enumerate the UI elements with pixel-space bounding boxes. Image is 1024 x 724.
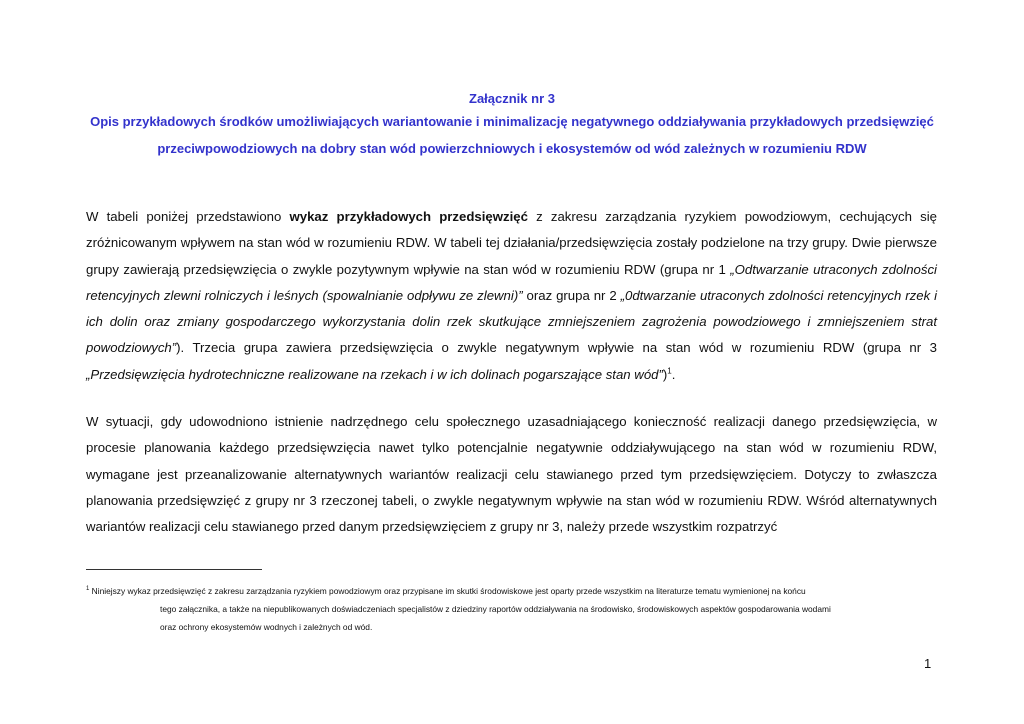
p1-text-b: z zakresu zarządzania ryzykiem powodziowym, cechujących się zróżnicowanym wpływem na stan wód w rozumieniu RDW. W tabeli tej działania/przedsięwzięcia zostały podzielone na trzy grupy. Dwie pierwsze grupy zawierają przedsięwzięcia o zwykle pozytywnym wpływie na stan wód w rozumieniu RDW (grupa nr 1 bbox=[86, 209, 937, 277]
footnote-marker: 1 bbox=[86, 586, 90, 593]
appendix-title: Załącznik nr 3 bbox=[469, 91, 555, 106]
p1-text-d: ). Trzecia grupa zawiera przedsięwzięcia o zwykle negatywnym wpływie na stan wód w rozumieniu RDW (grupa nr 3 bbox=[176, 340, 937, 356]
footnote-text-1: Niniejszy wykaz przedsięwzięć z zakresu zarządzania ryzykiem powodziowym oraz przypisane im skutki środowiskowe jest oparty przede wszystkim na literaturze tematu wymienionej na końcu bbox=[89, 586, 806, 596]
footnote-line-2: tego załącznika, a także na niepublikowanych doświadczeniach specjalistów z dziedziny raportów oddziaływania na środowisko, środowiskowych aspektów gospodarowania wodami bbox=[160, 604, 831, 614]
p1-text-f: . bbox=[671, 366, 676, 382]
p1-text-e: ) bbox=[662, 366, 668, 382]
p1-group1-name: „Odtwarzanie utraconych zdolności retencyjnych zlewni rolniczych i leśnych (spowalnianie odpływu ze zlewni)” bbox=[86, 261, 937, 303]
paragraph-1 bbox=[86, 204, 937, 388]
footnote-line-3: oraz ochrony ekosystemów wodnych i zależnych od wód. bbox=[160, 622, 373, 632]
page-number: 1 bbox=[924, 656, 932, 671]
p1-text-a: W tabeli poniżej przedstawiono bbox=[86, 209, 290, 224]
heading-line-2: Opis przykładowych środków umożliwiających wariantowanie i minimalizację negatywnego oddziaływania przykładowych przedsięwzięć bbox=[90, 114, 934, 129]
p1-group2-name: „0dtwarzanie utraconych zdolności retencyjnych rzek i ich dolin oraz zmiany gospodarczego wykorzystania dolin rzek skutkujące zmniejszeniem zagrożenia powodziowego i zmniejszeniem strat powodziowych” bbox=[86, 287, 938, 356]
p1-text-c: oraz grupa nr 2 bbox=[522, 287, 621, 303]
footnote-line-1 bbox=[86, 582, 946, 600]
footnote-separator bbox=[86, 569, 262, 570]
paragraph-2: W sytuacji, gdy udowodniono istnienie nadrzędnego celu społecznego uzasadniającego konieczność realizacji danego przedsięwzięcia, w procesie planowania każdego przedsięwzięcia nawet tylko potencjalnie negatywnie oddziaływującego na stan wód w rozumieniu RDW, wymagane jest przeanalizowanie alternatywnych wariantów realizacji celu stawianego przed tym przedsięwzięciem. Dotyczy to zwłaszcza planowania przedsięwzięć z grupy nr 3 rzeczonej tabeli, o zwykle negatywnym wpływie na stan wód w rozumieniu RDW. Wśród alternatywnych wariantów realizacji celu stawianego przed danym przedsięwzięciem z grupy nr 3, należy przede wszystkim rozpatrzyć bbox=[86, 414, 937, 535]
p1-group3-name: „Przedsięwzięcia hydrotechniczne realizowane na rzekach i w ich dolinach pogarszające stan wód” bbox=[86, 366, 663, 382]
heading-line-3: przeciwpowodziowych na dobry stan wód powierzchniowych i ekosystemów od wód zależnych w rozumieniu RDW bbox=[157, 141, 867, 156]
footnote-reference[interactable]: 1 bbox=[667, 366, 672, 376]
p1-bold-phrase: wykaz przykładowych przedsięwzięć bbox=[289, 209, 528, 224]
